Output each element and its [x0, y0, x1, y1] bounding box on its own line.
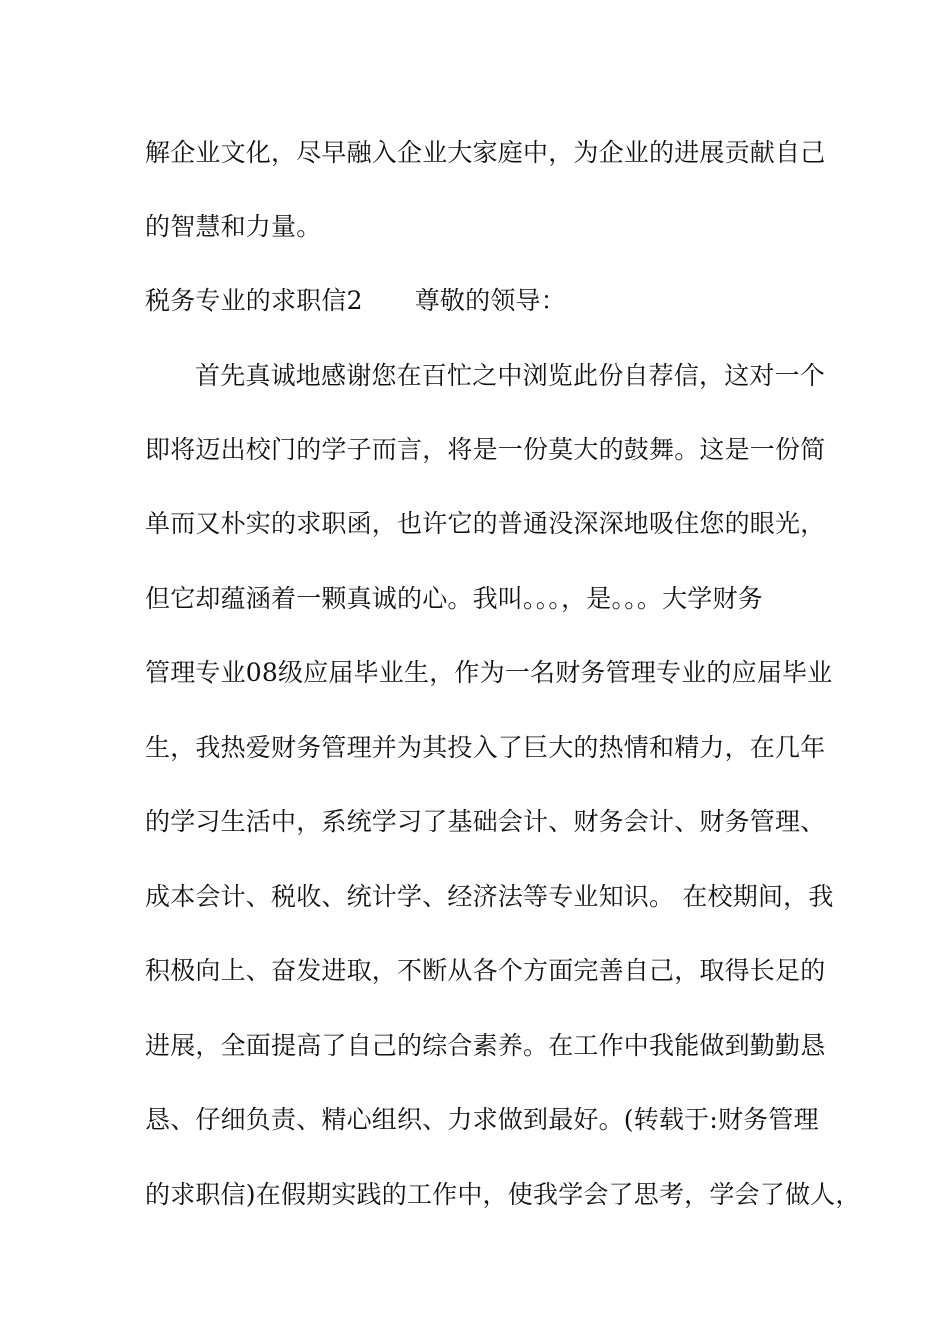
text-line-10: 的学习生活中，系统学习了基础会计、财务会计、财务管理、 — [145, 807, 826, 836]
text-line-13: 进展，全面提高了自己的综合素养。在工作中我能做到勤勤恳 — [145, 1031, 826, 1060]
text-line-7: 但它却蕴涵着一颗真诚的心。我叫。。。，是。。。大学财务 — [145, 584, 763, 613]
text-line-15: 的求职信)在假期实践的工作中，使我学会了思考，学会了做人， — [145, 1180, 861, 1209]
text-line-6: 单而又朴实的求职函，也许它的普通没深深地吸住您的眼光， — [145, 509, 826, 538]
salutation: 尊敬的领导： — [414, 286, 566, 315]
text-line-14: 恳、仔细负责、精心组织、力求做到最好。(转载于:财务管理 — [145, 1105, 819, 1134]
text-line-11: 成本会计、税收、统计学、经济法等专业知识。 在校期间，我 — [145, 882, 834, 911]
text-line-12: 积极向上、奋发进取，不断从各个方面完善自己，取得长足的 — [145, 956, 826, 985]
text-line-8: 管理专业08级应届毕业生，作为一名财务管理专业的应届毕业 — [145, 658, 833, 687]
letter-title: 税务专业的求职信2 — [145, 286, 363, 315]
text-line-5: 即将迈出校门的学子而言，将是一份莫大的鼓舞。这是一份简 — [145, 435, 826, 464]
text-line-2: 的智慧和力量。 — [145, 212, 322, 241]
text-line-1: 解企业文化，尽早融入企业大家庭中，为企业的进展贡献自己 — [145, 138, 826, 167]
letter-heading-line — [145, 286, 566, 316]
text-line-4: 首先真诚地感谢您在百忙之中浏览此份自荐信，这对一个 — [195, 361, 826, 390]
text-line-9: 生，我热爱财务管理并为其投入了巨大的热情和精力，在几年 — [145, 733, 826, 762]
